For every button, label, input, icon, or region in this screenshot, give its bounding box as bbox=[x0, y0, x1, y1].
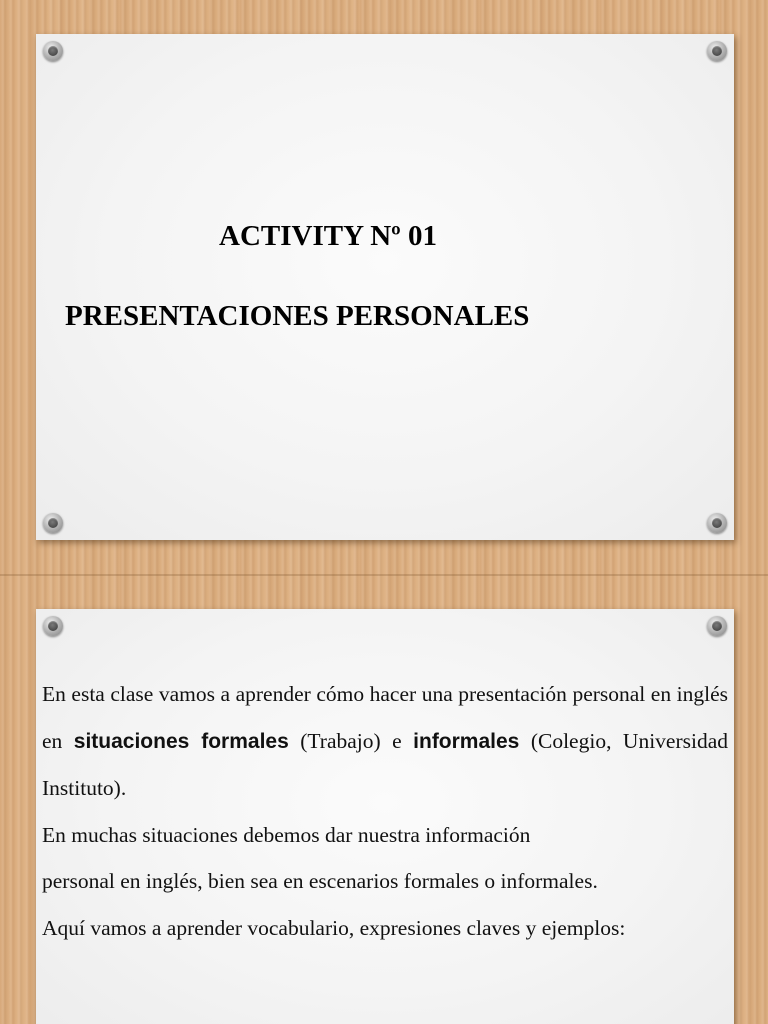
screw-icon bbox=[43, 41, 63, 61]
intro-text-1: En esta clase vamos a aprender cómo hacer una presentación personal en inglés en bbox=[42, 682, 728, 753]
activity-title: ACTIVITY Nº 01 bbox=[219, 220, 437, 252]
intro-text-2: (Trabajo) e bbox=[288, 728, 414, 753]
screw-icon bbox=[43, 513, 63, 533]
situations-line-1: En muchas situaciones debemos dar nuestra información bbox=[42, 822, 531, 847]
paragraph-situations bbox=[42, 812, 728, 905]
emphasis-informal: informales bbox=[413, 729, 520, 753]
slide-divider bbox=[0, 574, 768, 576]
paragraph-intro bbox=[42, 671, 728, 812]
screw-icon bbox=[707, 41, 727, 61]
paragraph-vocabulary: Aquí vamos a aprender vocabulario, expresiones claves y ejemplos: bbox=[42, 915, 626, 940]
screw-icon bbox=[707, 616, 727, 636]
situations-line-2: personal en inglés, bien sea en escenarios formales o informales. bbox=[42, 869, 598, 893]
screw-icon bbox=[43, 616, 63, 636]
intro-text-3: (Colegio, Universidad Instituto). bbox=[42, 728, 728, 800]
slide-title-card bbox=[36, 34, 734, 540]
slide-content-card bbox=[36, 609, 734, 1024]
activity-subtitle: PRESENTACIONES PERSONALES bbox=[65, 300, 530, 332]
slide-body bbox=[42, 671, 728, 951]
screw-icon bbox=[707, 513, 727, 533]
emphasis-formal: situaciones formales bbox=[73, 729, 289, 753]
